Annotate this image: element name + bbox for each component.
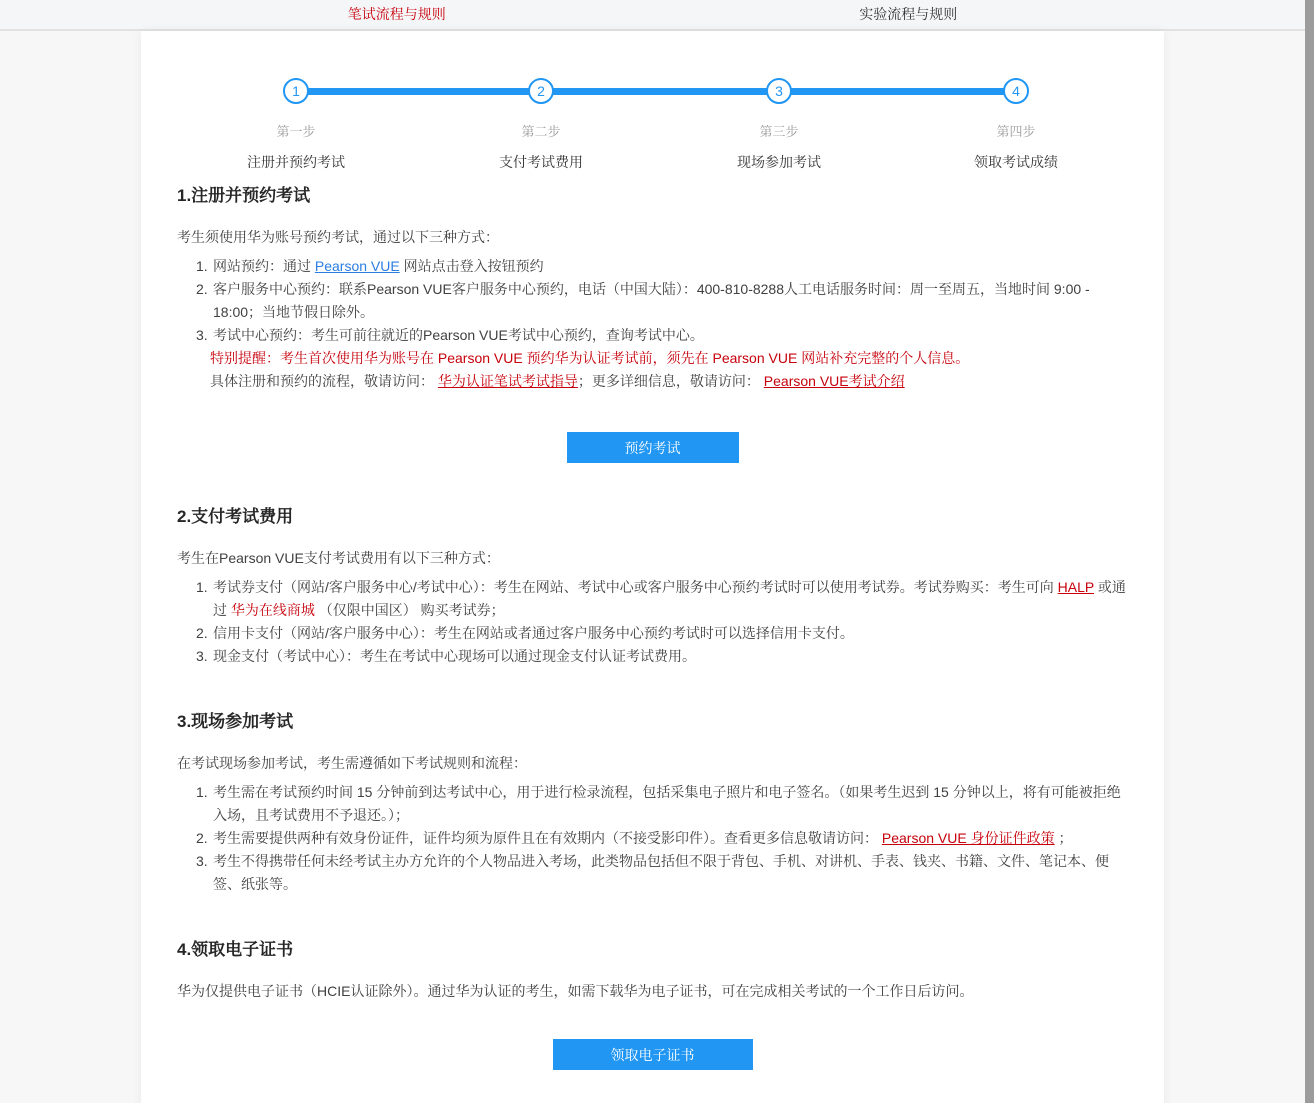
ordered-list — [177, 781, 1128, 896]
section — [177, 181, 1128, 463]
get-ecert-button[interactable]: 领取电子证书 — [553, 1039, 753, 1070]
list-item — [177, 278, 1128, 324]
text-segment: ； — [1054, 830, 1073, 846]
step-circle-3 — [766, 78, 792, 104]
list-item — [177, 255, 1128, 278]
huawei-online-mall-link[interactable]: 华为在线商城 — [230, 602, 315, 618]
page-background — [0, 31, 1314, 1103]
section-intro: 在考试现场参加考试，考生需遵循如下考试规则和流程： — [177, 755, 527, 771]
stepper-step-2 — [441, 78, 641, 172]
text-segment: （仅限中国区） 购买考试券； — [314, 602, 505, 618]
list-number: 3. — [196, 853, 208, 869]
text-segment: 考试中心预约：考生可前往就近的Pearson VUE考试中心预约，查询考试中心。 — [213, 327, 704, 343]
section — [177, 707, 1128, 896]
list-text — [213, 622, 1128, 645]
tab-written-exam-process[interactable]: 笔试流程与规则 — [347, 6, 446, 22]
tab-lab-exam-process[interactable]: 实验流程与规则 — [859, 6, 958, 22]
list-number: 2. — [196, 625, 208, 641]
list-item — [177, 324, 1128, 347]
list-text — [213, 827, 1128, 850]
book-exam-button[interactable]: 预约考试 — [567, 432, 739, 463]
text-segment: 网站预约：通过 — [213, 258, 315, 274]
list-number: 3. — [196, 648, 208, 664]
pearson-vue-link[interactable]: Pearson VUE — [314, 258, 400, 274]
top-tab-bar — [0, 0, 1314, 31]
list-text — [213, 324, 1128, 347]
text-segment: 网站点击登入按钮预约 — [399, 258, 544, 274]
section — [177, 935, 1128, 1070]
ordered-list — [177, 576, 1128, 668]
step-label: 第四步 — [996, 124, 1036, 139]
list-number: 2. — [196, 830, 208, 846]
text-segment: 考生需要提供两种有效身份证件，证件均须为原件且在有效期内（不接受影印件）。查看更多信息敬请访问： — [213, 830, 882, 846]
list-number: 3. — [196, 327, 208, 343]
step-name: 支付考试费用 — [499, 154, 583, 170]
content-card — [141, 31, 1164, 1103]
list-item — [177, 781, 1128, 827]
step-label: 第三步 — [759, 124, 799, 139]
button-row — [177, 432, 1128, 463]
note-line — [177, 370, 1128, 393]
list-text — [213, 255, 1128, 278]
step-name: 现场参加考试 — [737, 154, 821, 170]
stepper-progress-line — [296, 88, 1016, 95]
section-intro: 华为仅提供电子证书（HCIE认证除外）。通过华为认证的考生，如需下载华为电子证书，可在完成相关考试的一个工作日后访问。 — [177, 983, 974, 999]
step-name: 注册并预约考试 — [247, 154, 345, 170]
sections-container — [177, 181, 1128, 1070]
stepper-step-1 — [196, 78, 396, 172]
step-circle-4 — [1003, 78, 1029, 104]
text-segment: 信用卡支付（网站/客户服务中心）：考生在网站或者通过客户服务中心预约考试时可以选择信用卡支付。 — [213, 625, 854, 641]
ordered-list — [177, 255, 1128, 347]
section-heading: 2.支付考试费用 — [177, 507, 294, 526]
list-text — [213, 278, 1128, 324]
section-heading: 3.现场参加考试 — [177, 712, 294, 731]
list-item — [177, 850, 1128, 896]
list-text — [213, 850, 1128, 896]
list-item — [177, 645, 1128, 668]
scrollbar[interactable] — [1305, 0, 1314, 1103]
list-number: 1. — [196, 784, 208, 800]
pearson-vue-intro-link[interactable]: Pearson VUE考试介绍 — [763, 373, 905, 389]
text-segment: 考生需在考试预约时间 15 分钟前到达考试中心，用于进行检录流程，包括采集电子照片和电子签名。（如果考生迟到 15 分钟以上，将有可能被拒绝入场，且考试费用不予退还。）； — [213, 784, 1121, 823]
step-label: 第一步 — [276, 124, 316, 139]
section-intro: 考生在Pearson VUE支付考试费用有以下三种方式： — [177, 550, 500, 566]
list-number: 1. — [196, 258, 208, 274]
list-item — [177, 576, 1128, 622]
written-exam-guide-link[interactable]: 华为认证笔试考试指导 — [437, 373, 578, 389]
text-segment: 考试券支付（网站/客户服务中心/考试中心）：考生在网站、考试中心或客户服务中心预约考试时可以使用考试券。考试券购买：考生可向 — [213, 579, 1058, 595]
step-label: 第二步 — [521, 124, 561, 139]
step-circle-2 — [528, 78, 554, 104]
exam-stepper — [177, 31, 1128, 170]
step-number: 1 — [292, 83, 300, 99]
list-number: 1. — [196, 579, 208, 595]
text-segment: 或通过 — [213, 579, 1126, 618]
id-document-policy-link[interactable]: Pearson VUE 身份证件政策 — [881, 830, 1055, 846]
list-number: 2. — [196, 281, 208, 297]
stepper-step-4 — [916, 78, 1116, 172]
section-heading: 1.注册并预约考试 — [177, 186, 311, 205]
text-segment: 特别提醒：考生首次使用华为账号在 Pearson VUE 预约华为认证考试前，须先在 Pearson VUE 网站补充完整的个人信息。 — [210, 350, 970, 366]
step-number: 3 — [775, 83, 783, 99]
text-segment: 客户服务中心预约：联系Pearson VUE客户服务中心预约，电话（中国大陆）：400-810-8288人工电话服务时间：周一至周五，当地时间 9:00 - 18:00；当地节假日除外。 — [213, 281, 1090, 320]
step-name: 领取考试成绩 — [974, 154, 1058, 170]
text-segment: 现金支付（考试中心）：考生在考试中心现场可以通过现金支付认证考试费用。 — [213, 648, 696, 664]
list-item — [177, 622, 1128, 645]
step-circle-1 — [283, 78, 309, 104]
list-text — [213, 645, 1128, 668]
section-intro: 考生须使用华为账号预约考试，通过以下三种方式： — [177, 229, 499, 245]
halp-link[interactable]: HALP — [1057, 579, 1094, 595]
text-segment: 具体注册和预约的流程，敬请访问： — [210, 373, 438, 389]
text-segment: ；更多详细信息，敬请访问： — [577, 373, 764, 389]
list-text — [213, 576, 1128, 622]
step-number: 2 — [537, 83, 545, 99]
stepper-step-3 — [679, 78, 879, 172]
list-text — [213, 781, 1128, 827]
section — [177, 502, 1128, 668]
button-row — [177, 1039, 1128, 1070]
step-number: 4 — [1012, 83, 1020, 99]
list-item — [177, 827, 1128, 850]
text-segment: 考生不得携带任何未经考试主办方允许的个人物品进入考场，此类物品包括但不限于背包、手机、对讲机、手表、钱夹、书籍、文件、笔记本、便签、纸张等。 — [213, 853, 1109, 892]
note-line — [177, 347, 1128, 370]
section-heading: 4.领取电子证书 — [177, 940, 294, 959]
